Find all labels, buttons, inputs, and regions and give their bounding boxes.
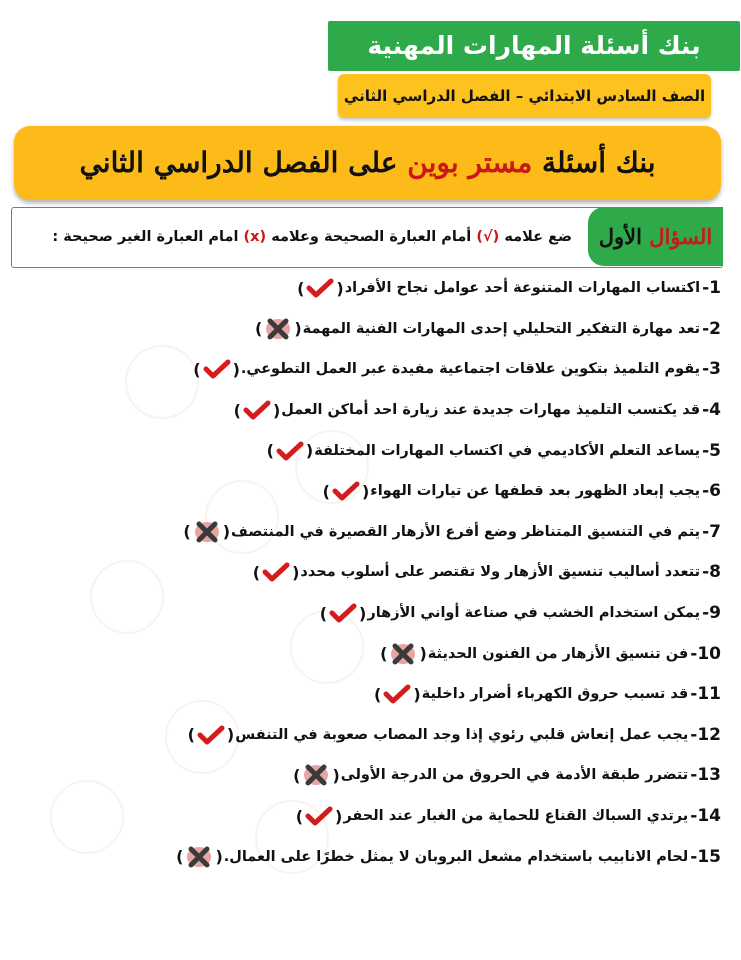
- statement-text: تتعدد أساليب تنسيق الأزهار ولا تقتصر على أسلوب محدد: [300, 564, 701, 581]
- instruction-part3: امام العبارة الغير صحيحة :: [52, 229, 239, 245]
- statement-item-8: [16, 552, 721, 593]
- statement-number: 2-: [702, 318, 721, 339]
- statement-item-13: [16, 755, 721, 796]
- statement-item-3: [16, 349, 721, 390]
- cross-mark-icon: [192, 520, 222, 544]
- statement-number: 13-: [690, 765, 721, 786]
- statement-item-1: [16, 268, 721, 309]
- open-paren: (: [292, 562, 300, 582]
- check-mark-icon: [261, 560, 291, 584]
- cross-mark-icon: [263, 317, 293, 341]
- open-paren: (: [332, 765, 340, 785]
- statement-text: يمكن استخدام الخشب في صناعة أواني الأزهار: [367, 605, 701, 622]
- close-paren: ): [255, 319, 263, 339]
- banner-accent: مستر بوين: [407, 146, 533, 179]
- check-mark-icon: [275, 439, 305, 463]
- banner-text-part2: على الفصل الدراسي الثاني: [79, 146, 398, 179]
- close-paren: ): [193, 359, 201, 379]
- statement-item-7: [16, 512, 721, 553]
- close-paren: ): [293, 765, 301, 785]
- statement-number: 1-: [702, 278, 721, 299]
- statement-item-11: [16, 674, 721, 715]
- statement-text: تعد مهارة التفكير التحليلي إحدى المهارات الفنية المهمة: [302, 320, 701, 337]
- instruction-part1: ضع علامه: [504, 229, 572, 245]
- instruction-check-mark: (√): [476, 229, 500, 245]
- statement-item-15: [16, 836, 721, 877]
- statement-text: فن تنسيق الأزهار من الفنون الحديثة: [427, 645, 689, 662]
- cross-mark-icon: [301, 763, 331, 787]
- statement-list: [16, 268, 721, 877]
- close-paren: ): [319, 603, 328, 623]
- statement-number: 3-: [702, 359, 721, 380]
- check-mark-icon: [196, 723, 226, 747]
- statement-text: يجب عمل إنعاش قلبي رئوي إذا وجد المصاب صعوبة في التنفس: [235, 726, 689, 743]
- statement-text: قد تسبب حروق الكهرباء أضرار داخلية: [421, 686, 689, 703]
- question-label: [588, 207, 723, 266]
- statement-number: 12-: [690, 724, 721, 745]
- statement-number: 15-: [690, 846, 721, 867]
- question-label-part2: الأول: [598, 224, 642, 249]
- statement-text: تتضرر طبقة الأدمة في الحروق من الدرجة الأولى: [340, 767, 689, 784]
- close-paren: ): [295, 806, 304, 826]
- open-paren: (: [222, 522, 231, 542]
- check-mark-icon: [305, 276, 335, 300]
- statement-item-14: [16, 796, 721, 837]
- close-paren: ): [187, 725, 195, 745]
- statement-item-4: [16, 390, 721, 431]
- statement-text: يرتدي السباك القناع للحماية من الغبار عند الحفر: [343, 808, 689, 825]
- statement-number: 14-: [690, 806, 721, 827]
- open-paren: (: [335, 806, 343, 826]
- statement-item-10: [16, 633, 721, 674]
- statement-number: 9-: [702, 603, 721, 624]
- close-paren: ): [266, 441, 274, 461]
- open-paren: (: [232, 359, 240, 379]
- question-label-part1: السؤال: [649, 224, 713, 249]
- question-instruction: [52, 208, 572, 267]
- check-mark-icon: [304, 804, 334, 828]
- cross-mark-icon: [388, 642, 418, 666]
- statement-text: يتم في التنسيق المتناظر وضع أفرع الأزهار القصيرة في المنتصف: [231, 523, 701, 540]
- close-paren: ): [322, 481, 330, 501]
- statement-text: يجب إبعاد الظهور بعد قطفها عن تيارات الهواء: [370, 483, 701, 500]
- close-paren: ): [252, 562, 261, 582]
- statement-item-12: [16, 715, 721, 756]
- statement-number: 6-: [702, 481, 721, 502]
- statement-item-6: [16, 471, 721, 512]
- statement-number: 7-: [702, 521, 721, 542]
- instruction-x-mark: (x): [243, 229, 267, 245]
- open-paren: (: [215, 847, 223, 867]
- statement-text: قد يكتسب التلميذ مهارات جديدة عند زيارة احد أماكن العمل: [281, 402, 701, 419]
- open-paren: (: [336, 278, 344, 298]
- question-header: [11, 207, 723, 268]
- open-paren: (: [413, 684, 421, 704]
- cross-mark-icon: [184, 845, 214, 869]
- statement-number: 4-: [702, 400, 721, 421]
- question-bank-banner: [14, 126, 721, 200]
- close-paren: ): [176, 847, 184, 867]
- open-paren: (: [294, 319, 302, 339]
- check-mark-icon: [242, 398, 272, 422]
- open-paren: (: [419, 644, 427, 664]
- statement-text: يساعد التعلم الأكاديمي في اكتساب المهارات المختلفة: [314, 442, 701, 459]
- statement-number: 5-: [702, 440, 721, 461]
- close-paren: ): [297, 278, 305, 298]
- close-paren: ): [374, 684, 382, 704]
- statement-text: اكتساب المهارات المتنوعة أحد عوامل نجاح الأفراد: [344, 280, 701, 297]
- check-mark-icon: [331, 479, 361, 503]
- statement-number: 10-: [690, 643, 721, 664]
- banner-text-part1: بنك أسئلة: [542, 146, 656, 179]
- check-mark-icon: [202, 357, 232, 381]
- open-paren: (: [361, 481, 370, 501]
- check-mark-icon: [382, 682, 412, 706]
- statement-item-9: [16, 593, 721, 634]
- statement-number: 8-: [702, 562, 721, 583]
- open-paren: (: [359, 603, 367, 623]
- statement-item-5: [16, 430, 721, 471]
- page-title: بنك أسئلة المهارات المهنية: [328, 21, 740, 71]
- statement-number: 11-: [690, 684, 721, 705]
- close-paren: ): [380, 644, 388, 664]
- statement-item-2: [16, 309, 721, 350]
- check-mark-icon: [328, 601, 358, 625]
- grade-subtitle: الصف السادس الابتدائي – الفصل الدراسي الثاني: [338, 74, 711, 118]
- statement-text: يقوم التلميذ بتكوين علاقات اجتماعية مفيدة عبر العمل التطوعي.: [240, 361, 701, 378]
- statement-text: لحام الانابيب باستخدام مشعل البروبان لا يمثل خطرًا على العمال.: [223, 848, 689, 865]
- open-paren: (: [226, 725, 235, 745]
- instruction-part2: أمام العبارة الصحيحة وعلامه: [271, 229, 472, 245]
- close-paren: ): [233, 400, 241, 420]
- open-paren: (: [305, 441, 314, 461]
- open-paren: (: [272, 400, 281, 420]
- close-paren: ): [183, 522, 191, 542]
